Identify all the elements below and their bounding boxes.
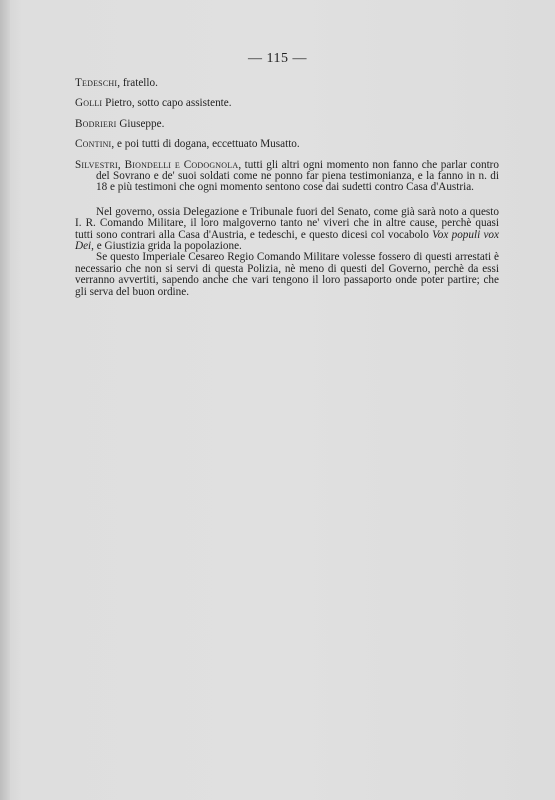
entry-bodrieri — [75, 119, 499, 130]
entry-text: Giuseppe. — [116, 117, 165, 130]
entry-surname: Contini — [75, 138, 112, 151]
entry-contini — [75, 139, 499, 150]
entry-text: , fratello. — [117, 77, 158, 89]
paragraph-text: Nel governo, ossia Delegazione e Tribunale fuori del Senato, come già sarà noto a questo I. R. Comando Militare, il loro malgoverno tanto ne' viveri che in altre cause, perchè quasi tutti sono contrari alla Casa d'Austria, e tedeschi, e questo dicesi col vocabolo — [75, 205, 499, 241]
page-number: — 115 — — [248, 51, 307, 66]
entry-tedeschi — [75, 78, 499, 89]
entry-surname: Golli — [75, 97, 103, 110]
entry-text: , tutti gli altri ogni momento non fanno che parlar contro del Sovrano e de' suoi soldati come ne ponno far piena testimonianza, e la fanno in n. di 18 e più testimoni che ogni momento sentono cose dai sudetti contro Casa d'Austria. — [96, 158, 499, 194]
entry-text: , e poi tutti di dogana, eccettuato Musatto. — [111, 138, 300, 151]
scan-edge-shadow — [0, 0, 10, 800]
paragraph-text: , e Giustizia grida la popolazione. — [91, 240, 242, 253]
paragraph-governo — [75, 207, 499, 253]
paragraph-arrestati: Se questo Imperiale Cesareo Regio Comando Militare volesse fossero di questi arrestati è necessario che non si servi di questa Polizia, nè meno di questi del Governo, perchè da essi verranno avvertiti, sapendo anche che vari tengono il loro passaporto onde poter partire; che gli serva del buon ordine. — [75, 251, 499, 298]
entry-golli — [75, 98, 499, 109]
entry-surname: Bodrieri — [75, 117, 117, 130]
document-body — [75, 78, 499, 298]
latin-phrase: Vox populi vox Dei — [75, 228, 499, 253]
entry-silvestri-biondelli-codognola — [75, 160, 499, 194]
entry-surname: Tedeschi — [75, 77, 118, 89]
entry-surname: Silvestri, Biondelli e Codognola — [75, 158, 239, 171]
entry-text: Pietro, sotto capo assistente. — [102, 97, 232, 110]
